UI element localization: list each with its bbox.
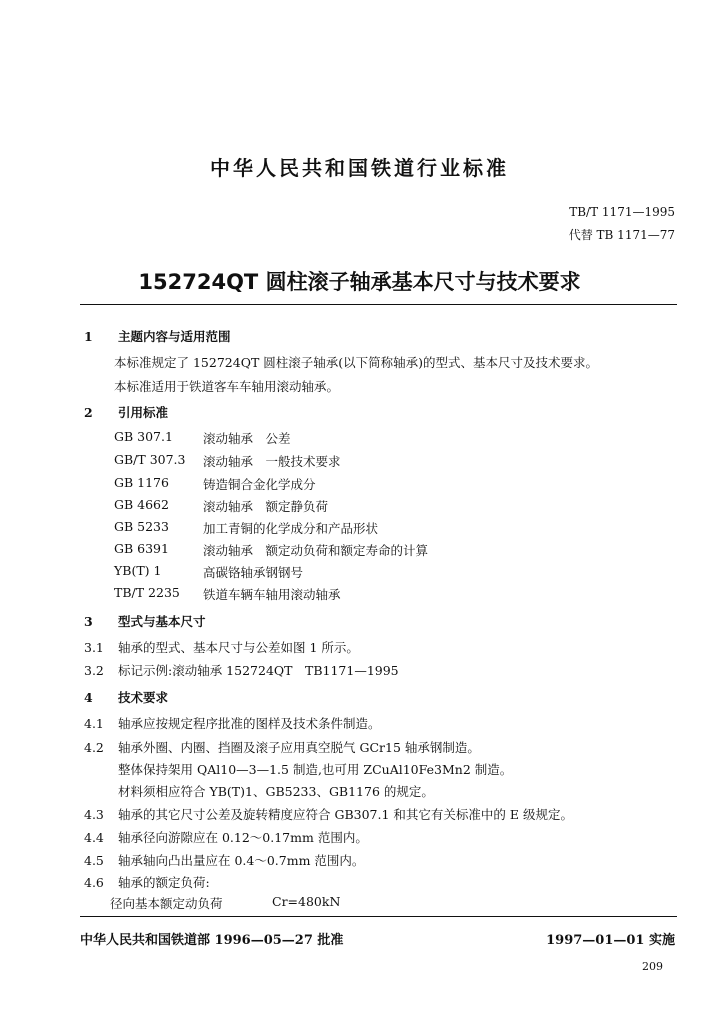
reference-name: 滚动轴承 额定动负荷和额定寿命的计算 (203, 543, 429, 558)
reference-code: TB/T 2235 (114, 585, 180, 600)
section-title: 技术要求 (118, 690, 169, 705)
clause-text: 轴承的型式、基本尺寸与公差如图 1 所示。 (118, 640, 359, 655)
section-3-heading (84, 612, 206, 630)
reference-name: 铁道车辆车轴用滚动轴承 (203, 587, 341, 602)
section-number: 4 (84, 690, 93, 705)
clause-text: 轴承径向游隙应在 0.12～0.17mm 范围内。 (118, 830, 368, 845)
section-1-paragraph-1: 本标准规定了 152724QT 圆柱滚子轴承(以下简称轴承)的型式、基本尺寸及技术要求。 (114, 355, 599, 370)
section-2-heading (84, 403, 168, 421)
clause-number: 4.1 (84, 716, 104, 731)
header-divider (80, 304, 677, 305)
clause-number: 4.6 (84, 875, 104, 890)
clause-4-5 (84, 851, 364, 869)
clause-3-2 (84, 661, 399, 679)
section-1-heading (84, 327, 231, 345)
section-number: 3 (84, 614, 93, 629)
clause-text: 轴承轴向凸出量应在 0.4～0.7mm 范围内。 (118, 853, 365, 868)
standard-category: 中华人民共和国铁道行业标准 (210, 156, 509, 180)
section-1-paragraph-2: 本标准适用于铁道客车车轴用滚动轴承。 (114, 379, 340, 394)
page-number: 209 (642, 960, 663, 973)
section-title: 引用标准 (118, 405, 169, 420)
load-label: 径向基本额定动负荷 (110, 896, 223, 911)
clause-4-3 (84, 805, 573, 823)
clause-number: 3.1 (84, 640, 104, 655)
clause-4-1 (84, 714, 381, 732)
clause-text: 轴承应按规定程序批准的图样及技术条件制造。 (118, 716, 381, 731)
section-number: 1 (84, 329, 93, 344)
implementation-date: 1997—01—01 实施 (546, 933, 675, 948)
clause-number: 3.2 (84, 663, 104, 678)
clause-3-1 (84, 638, 359, 656)
clause-4-4 (84, 828, 368, 846)
reference-name: 铸造铜合金化学成分 (203, 477, 316, 492)
section-title: 型式与基本尺寸 (118, 614, 206, 629)
clause-text: 轴承的其它尺寸公差及旋转精度应符合 GB307.1 和其它有关标准中的 E 级规定。 (118, 807, 573, 822)
reference-name: 滚动轴承 一般技术要求 (203, 454, 341, 469)
document-title: 152724QT 圆柱滚子轴承基本尺寸与技术要求 (138, 270, 581, 294)
reference-code: GB 4662 (114, 497, 169, 512)
reference-code: GB 307.1 (114, 429, 173, 444)
section-title: 主题内容与适用范围 (118, 329, 231, 344)
reference-code: GB/T 307.3 (114, 452, 186, 467)
clause-text: 轴承外圈、内圈、挡圈及滚子应用真空脱气 GCr15 轴承钢制造。 (118, 740, 480, 755)
replaces-code: 代替 TB 1171—77 (568, 228, 675, 242)
reference-name: 高碳铬轴承钢钢号 (203, 565, 304, 580)
section-4-heading (84, 688, 168, 706)
clause-4-2-continuation: 整体保持架用 QAl10—3—1.5 制造,也可用 ZCuAl10Fe3Mn2 制造。 (118, 762, 513, 777)
clause-4-6 (84, 873, 210, 891)
footer-divider (80, 916, 677, 917)
clause-text: 标记示例:滚动轴承 152724QT TB1171—1995 (118, 663, 399, 678)
clause-4-2-continuation: 材料须相应符合 YB(T)1、GB5233、GB1176 的规定。 (118, 784, 434, 799)
section-number: 2 (84, 405, 93, 420)
reference-code: YB(T) 1 (114, 563, 162, 578)
reference-code: GB 5233 (114, 519, 169, 534)
clause-number: 4.3 (84, 807, 104, 822)
reference-name: 加工青铜的化学成分和产品形状 (203, 521, 379, 536)
clause-number: 4.4 (84, 830, 104, 845)
reference-name: 滚动轴承 额定静负荷 (203, 499, 329, 514)
approval-statement: 中华人民共和国铁道部 1996—05—27 批准 (80, 933, 344, 948)
reference-code: GB 1176 (114, 475, 169, 490)
clause-text: 轴承的额定负荷: (118, 875, 210, 890)
standard-code: TB/T 1171—1995 (569, 205, 675, 219)
clause-4-2 (84, 738, 480, 756)
clause-number: 4.5 (84, 853, 104, 868)
reference-code: GB 6391 (114, 541, 169, 556)
reference-name: 滚动轴承 公差 (203, 431, 291, 446)
clause-number: 4.2 (84, 740, 104, 755)
load-value: Cr=480kN (272, 894, 341, 909)
